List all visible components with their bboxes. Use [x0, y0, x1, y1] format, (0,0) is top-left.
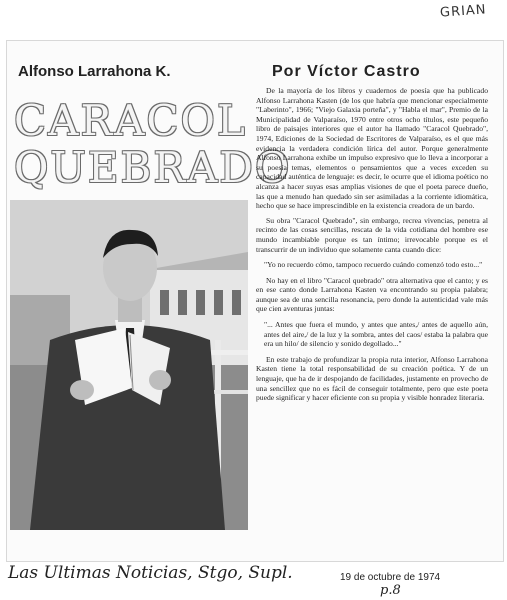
handwritten-source-note: Las Ultimas Noticias, Stgo, Supl.	[8, 563, 293, 583]
title-line-2: QUEBRADO	[14, 143, 292, 192]
article-paragraph-2: Su obra "Caracol Quebrado", sin embargo, recrea vivencias, penetra al recinto de las cosas sencillas, rescata de la vida cotidiana del hombre ese mundo incambiable porque es tan íntimo; irrevocable porque es el transcurrir de un individuo que solamente canta cuando dice:	[256, 215, 488, 254]
article-paragraph-3: No hay en el libro "Caracol quebrado" otra alternativa que el canto; y es en ese canto donde Larrahona Kasten va encontrando su propia palabra; aunque sea de una sencilla resonancia, pero donde la autenticidad vale más que cien aventuras juntas:	[256, 275, 488, 314]
page-number: p.8	[380, 583, 401, 598]
title-line-1: CARACOL	[14, 96, 247, 145]
author-name: Alfonso Larrahona K.	[18, 63, 171, 80]
article-quote-2: "... Antes que fuera el mundo, y antes que antes,/ antes de aquello aún, antes del aire,/ de la luz y la sombra, antes del caos/ estaba la palabra que era un hilo/ de silencio y sonido degollado..."	[264, 320, 488, 349]
article-quote-1: "Yo no recuerdo cómo, tampoco recuerdo cuándo comenzó todo esto..."	[264, 260, 483, 270]
article-paragraph-4: En este trabajo de profundizar la propia ruta interior, Alfonso Larrahona Kasten tiene la total responsabilidad de su creación poética. Y de un lenguaje, que ha de ir despojando de facilidades, justamente en provecho de una sencillez que no es fácil de conseguir totalmente, pero que este poeta puede significar y hacer eficiente con su propia y visible honradez literaria.	[256, 354, 488, 403]
handwritten-top-note: GRIAN	[439, 2, 488, 21]
article-paragraph-1: De la mayoría de los libros y cuadernos de poesía que ha publicado Alfonso Larrahona Kasten (de los que habría que mencionar especialmente "Laberinto", 1966; "Viejo Galaxia porteña", y "Habla el mar", Premio de la Municipalidad de Valparaíso, 1970 entre otros ocho títulos, este pequeño libro de paisajes interiores que el autor ha llamado "Caracol Quebrado", 1974, Ediciones de la Sociedad de Escritores de Valparaíso, es el que más evidencia la verdadera condición lírica del autor. Porque generalmente Alfonso Larrahona exhibe un impulso expresivo que lo lleva a incorporar a su poesía temas, elementos o pensamientos que a veces exceden su capacidad auténtica de lenguaje: es decir, le ocurre que el idioma poético no alcanza a hacer suyas esas amplias visiones de que el poeta parece dueño, las que a menudo han quedado sin ser asimiladas a la corriente idiomática, hecho que se hace imprescindible en la existencia creadora de un bardo.	[256, 86, 488, 211]
author-photo	[10, 200, 248, 530]
byline: Por Víctor Castro	[272, 63, 421, 80]
author-photo-illustration	[10, 200, 248, 530]
article-body	[256, 86, 488, 408]
publication-date: 19 de octubre de 1974	[340, 572, 441, 583]
